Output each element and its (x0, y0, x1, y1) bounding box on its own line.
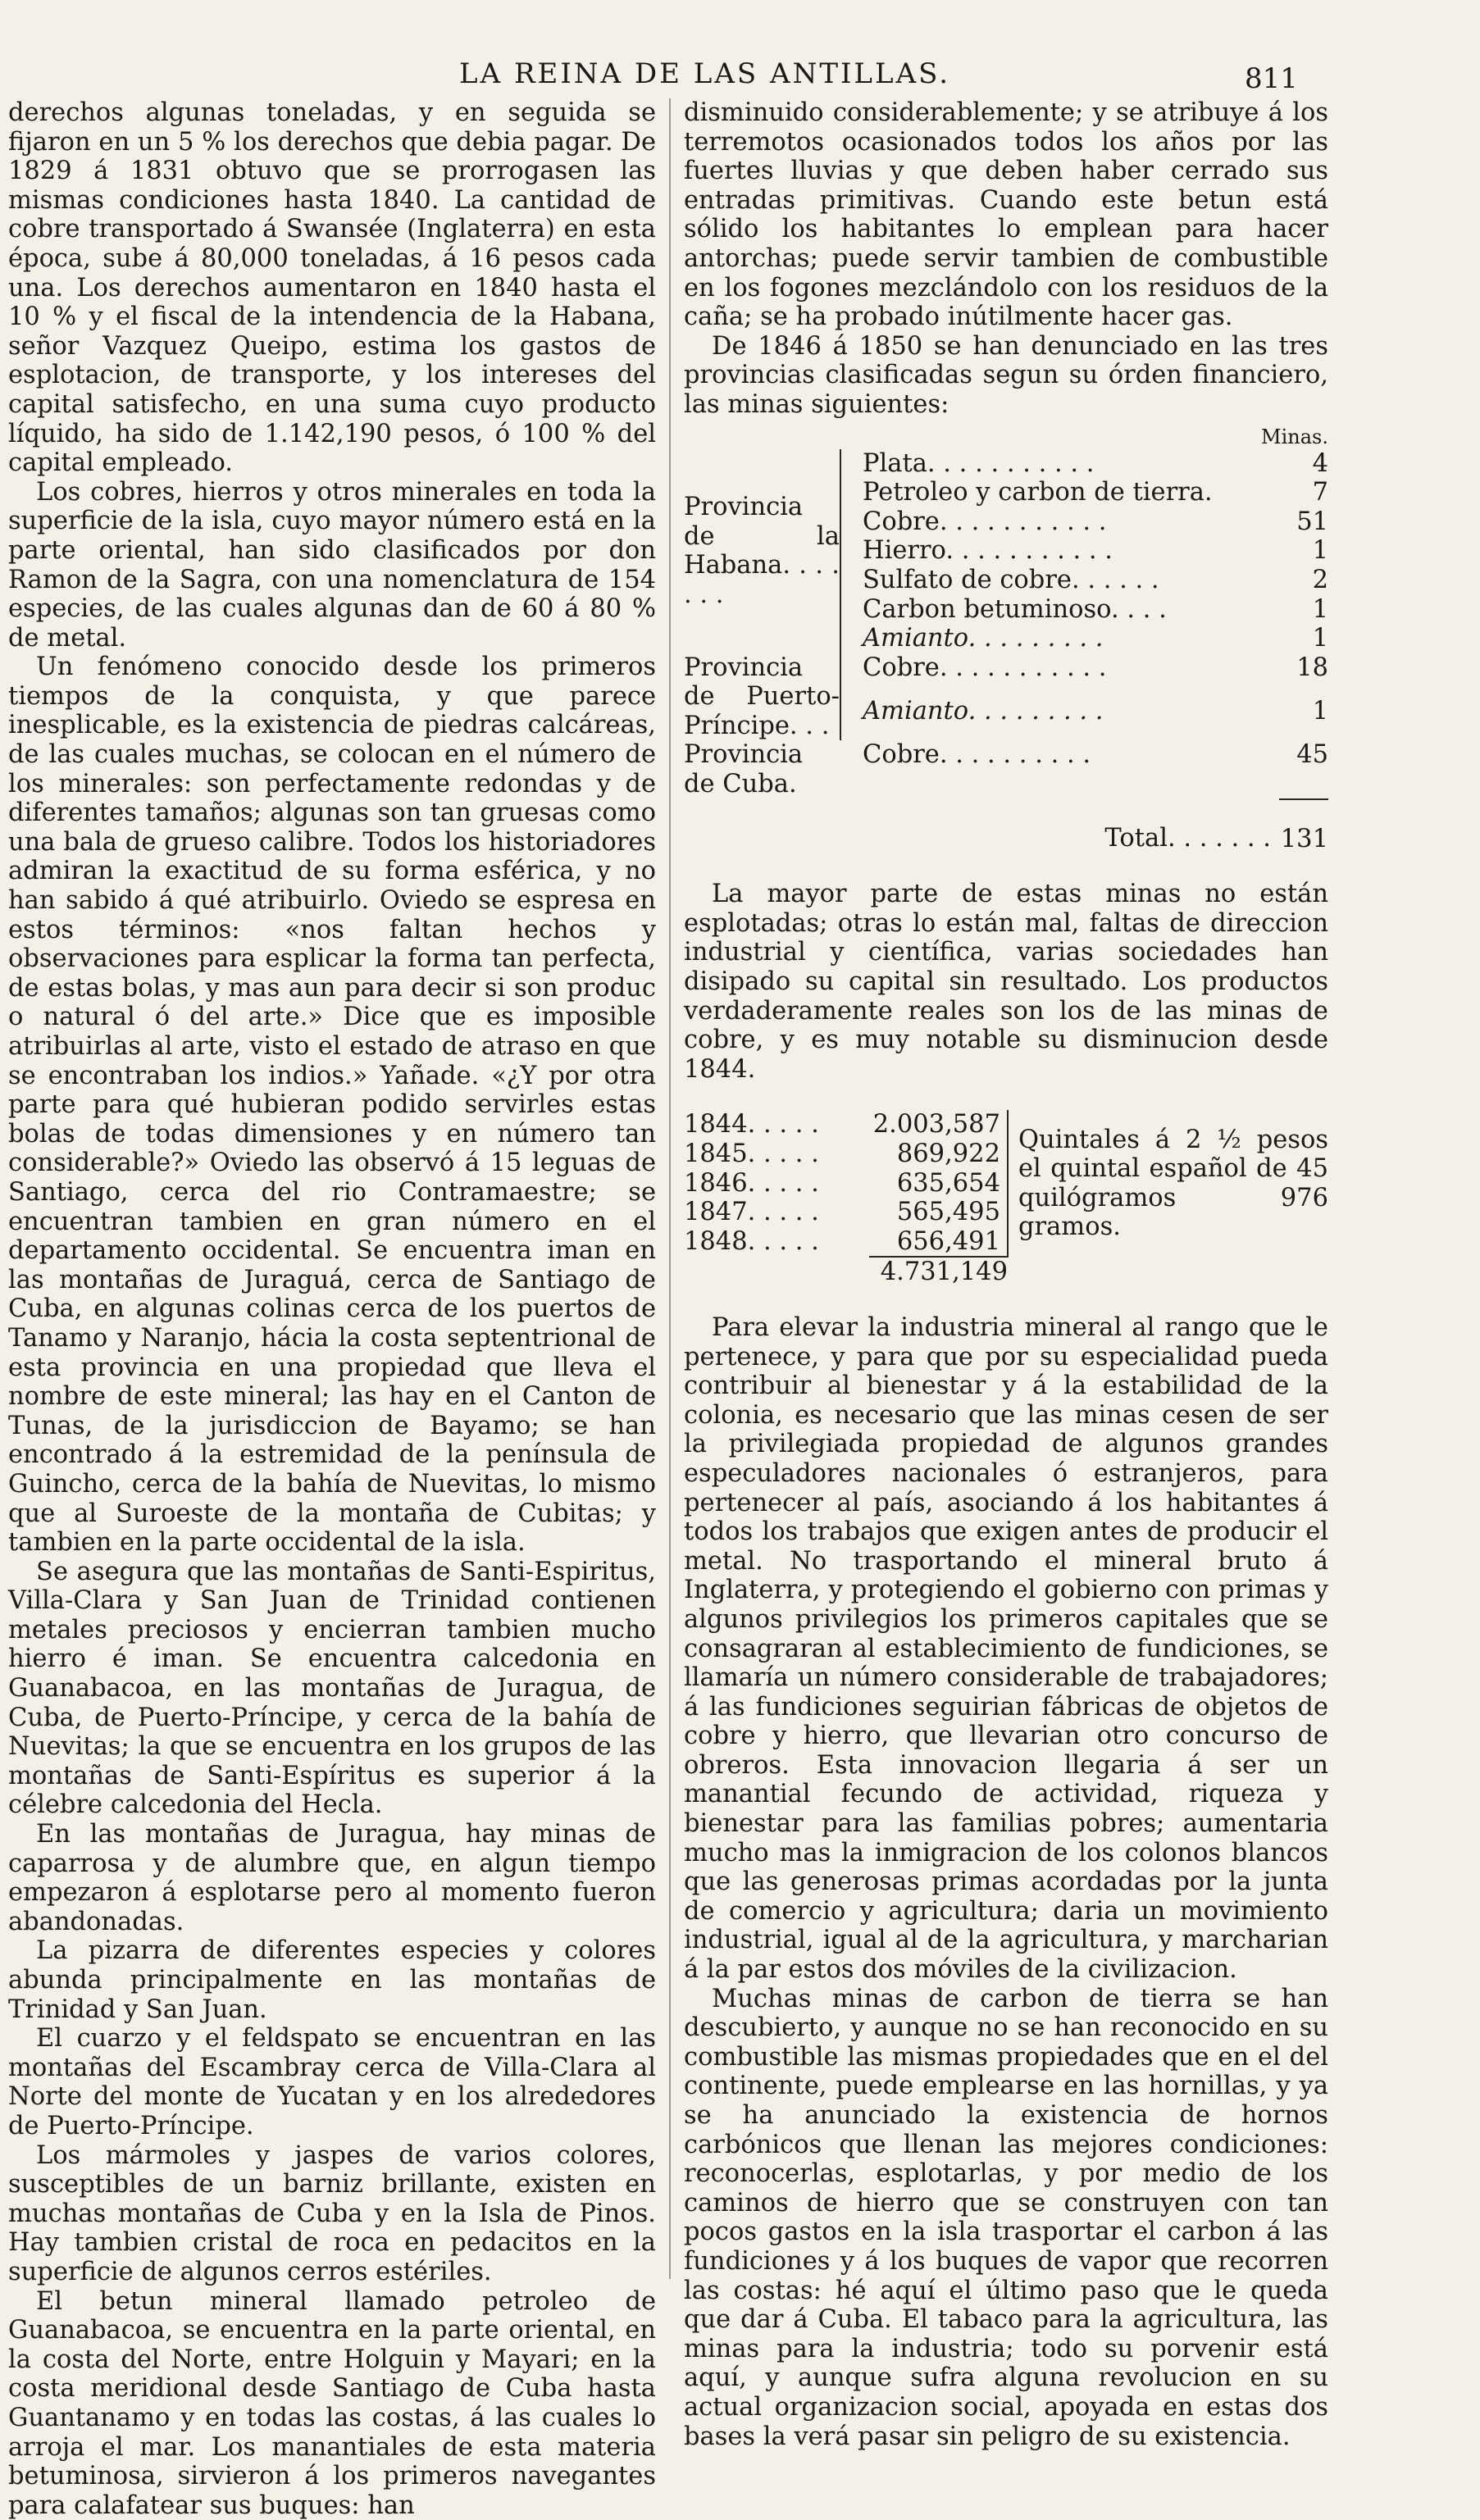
paragraph: Se asegura que las montañas de Santi-Espiritus, Villa-Clara y San Juan de Trinidad contienen metales preciosos y encierran tambien mucho hierro é iman. Se encuentra calcedonia en Guanabacoa, en las montañas de Juragua, de Cuba, de Puerto-Príncipe, y cerca de la bahía de Nuevitas; la que se encuentra en los grupos de las montañas de Santi-Espíritus es superior á la célebre calcedonia del Hecla. (8, 1557, 656, 1820)
paragraph: La pizarra de diferentes especies y colores abunda principalmente en las montañas de Trinidad y San Juan. (8, 1936, 656, 2024)
table-row (684, 653, 1328, 697)
value-cell: 565,495 (896, 1198, 1000, 1227)
page-number: 811 (1245, 62, 1298, 95)
mines-column-header: Minas. (1261, 425, 1328, 448)
province-label: Provincia de Cuba. (684, 740, 804, 799)
mine-count: 51 (1296, 507, 1328, 536)
table-row (684, 449, 1328, 479)
paragraph: La mayor parte de estas minas no están esplotadas; otras lo están mal, faltas de direccion industrial y científica, varias sociedades han disipado su capital sin resultado. Los productos verdaderamente reales son los de las minas de cobre, y es muy notable su disminucion desde 1844. (684, 880, 1328, 1084)
column-divider (669, 98, 671, 2279)
paragraph: Los cobres, hierros y otros minerales en toda la superficie de la isla, cuyo mayor número está en la parte oriental, han sido clasificados por don Ramon de la Sagra, con una nomenclatura de 154 especies, de las cuales algunas dan de 60 á 80 % de metal. (8, 477, 656, 653)
paragraph: derechos algunas toneladas, y en seguida se fijaron en un 5 % los derechos que debia pagar. De 1829 á 1831 obtuvo que se prorrogasen las mismas condiciones hasta 1840. La cantidad de cobre transportado á Swansée (Inglaterra) en esta época, sube á 80,000 toneladas, á 16 pesos cada una. Los derechos aumentaron en 1840 hasta el 10 % y el fiscal de la intendencia de la Habana, señor Vazquez Queipo, estima los gastos de esplotacion, de transporte, y los intereses del capital satisfecho, en una suma cuyo producto líquido, ha sido de 1.142,190 pesos, ó 100 % del capital empleado. (8, 98, 656, 478)
paragraph: Los mármoles y jaspes de varios colores, susceptibles de un barniz brillante, existen en muchas montañas de Cuba y en la Isla de Pinos. Hay tambien cristal de roca en pedacitos en la superficie de algunos cerros estériles. (8, 2140, 656, 2286)
value-cell: 869,922 (896, 1139, 1000, 1168)
mine-count: 1 (1312, 697, 1328, 726)
table-total-row (684, 799, 1328, 854)
total-label: Total. . . . . . . (1104, 823, 1271, 853)
production-sum: 4.731,149 (869, 1257, 1008, 1287)
year-cell: 1845. . . . . (684, 1139, 819, 1168)
copper-production-table (684, 1110, 1328, 1287)
paragraph: Muchas minas de carbon de tierra se han descubierto, y aunque no se han reconocido en su combustible las mismas propiedades que en el del continente, puede emplearse en las hornillas, y ya se ha anunciado la existencia de hornos carbónicos que llenan las mejores condiciones: reconocerlas, esplotarlas, y por medio de los caminos de hierro que se construyen con tan pocos gastos en la isla trasportar el carbon á las fundiciones y á los buques de vapor que recorren las costas: hé aquí el último paso que le queda que dar á Cuba. El tabaco para la agricultura, las minas para la industria; todo su porvenir está aquí, y aunque sufra alguna revolucion en su actual organizacion social, apoyada en estas dos bases la verá pasar sin peligro de su existencia. (684, 1984, 1328, 2451)
year-cell: 1848. . . . . (684, 1226, 819, 1256)
year-cell: 1847. . . . . (684, 1198, 819, 1227)
paragraph: disminuido considerablemente; y se atribuye á los terremotos ocasionados todos los años por las fuertes lluvias y que deben haber cerrado sus entradas primitivas. Cuando este betun está sólido los habitantes lo emplean para hacer antorchas; puede servir tambien de combustible en los fogones mezclándolo con los residuos de la caña; se ha probado inútilmente hacer gas. (684, 98, 1328, 332)
paragraph: De 1846 á 1850 se han denunciado en las tres provincias clasificadas segun su órden financiero, las minas siguientes: (684, 331, 1328, 419)
paragraph: Para elevar la industria mineral al rango que le pertenece, y para que por su especialidad pueda contribuir al bienestar y á la estabilidad de la colonia, es necesario que las minas cesen de ser la privilegiada propiedad de algunos grandes especuladores nacionales ó estranjeros, para pertenecer al país, asociando á los habitantes á todos los trabajos que exigen antes de producir el metal. No trasportando el mineral bruto á Inglaterra, y protegiendo el gobierno con primas y algunos privilegios los primeros capitales que se consagraran al establecimiento de fundiciones, se llamaría un número considerable de trabajadores; á las fundiciones seguirian fábricas de objetos de cobre y hierro, que llevarian otro concurso de obreros. Esta innovacion llegaria á ser un manantial fecundo de actividad, riqueza y bienestar para las familias pobres; aumentaria mucho mas la inmigracion de los colonos blancos que las generosas primas acordadas por la junta de comercio y agricultura; daria un movimiento industrial, igual al de la agricultura, y marcharian á la par estos dos móviles de la civilizacion. (684, 1312, 1328, 1985)
mine-count: 7 (1312, 478, 1328, 507)
mine-count: 1 (1312, 594, 1328, 624)
mineral-name: Amianto. . . . . . . . . (863, 697, 1104, 726)
table-row (684, 740, 1328, 798)
mine-count: 45 (1296, 740, 1328, 770)
mine-count: 18 (1296, 653, 1328, 682)
province-label: Provincia de la Habana. . . . . . . (684, 492, 840, 609)
mineral-name: Petroleo y carbon de tierra. (863, 478, 1213, 507)
paragraph: Un fenómeno conocido desde los primeros tiempos de la conquista, y que parece inesplicable, es la existencia de piedras calcáreas, de las cuales muchas, se colocan en el número de los minerales: son perfectamente redondas y de diferentes tamaños; algunas son tan gruesas como una bala de grueso calibre. Todos los historiadores admiran la exactitud de su forma esférica, y no han sabido á qué atribuirlo. Oviedo se espresa en estos términos: «nos faltan hechos y observaciones para esplicar la forma tan perfecta, de estas bolas, y mas aun para decir si son produc o natural ó del arte.» Dice que es imposible atribuirlas al arte, visto el estado de atraso en que se encontraban los indios.» Yañade. «¿Y por otra parte para qué hubieran podido servirles estas bolas de todas dimensiones y en número tan considerable?» Oviedo las observó á 15 leguas de Santiago, cerca del rio Contramaestre; se encuentran tambien en gran número en el departamento occidental. Se encuentra iman en las montañas de Juraguá, cerca de Santiago de Cuba, en algunas colinas cerca de los puertos de Tanamo y Naranjo, hácia la costa septentrional de esta provincia en una propiedad que lleva el nombre de este mineral; las hay en el Canton de Tunas, de la jurisdiccion de Bayamo; se han encontrado á la estremidad de la península de Guincho, cerca de la bahía de Nuevitas, lo mismo que al Suroeste de la montaña de Cubitas; y tambien en la parte occidental de la isla. (8, 653, 656, 1558)
table-row (684, 1110, 1328, 1139)
province-label: Provincia de Puerto-Príncipe. . . (684, 653, 840, 740)
value-cell: 2.003,587 (872, 1110, 1000, 1139)
paragraph: El betun mineral llamado petroleo de Guanabacoa, se encuentra en la parte oriental, en la costa del Norte, entre Holguin y Mayari; en la costa meridional desde Santiago de Cuba hasta Guantanamo y en todas las costas, á las cuales lo arroja el mar. Los manantiales de esta materia betuminosa, sirvieron á los primeros navegantes para calafatear sus buques: han (8, 2286, 656, 2520)
mineral-name: Cobre. . . . . . . . . . . (863, 507, 1107, 536)
page-header (0, 57, 1480, 98)
production-note: Quintales á 2 ½ pesos el quintal español de 45 quilógramos 976 gramos. (1008, 1110, 1328, 1257)
mine-count: 2 (1312, 565, 1328, 594)
value-cell: 656,491 (896, 1226, 1000, 1256)
year-cell: 1846. . . . . (684, 1168, 819, 1198)
mineral-name: Sulfato de cobre. . . . . . (863, 565, 1159, 594)
mine-count: 4 (1312, 448, 1328, 478)
mine-count: 1 (1312, 624, 1328, 653)
paragraph: El cuarzo y el feldspato se encuentran en las montañas del Escambray cerca de Villa-Clara al Norte del monte de Yucatan y en los alrededores de Puerto-Príncipe. (8, 2024, 656, 2140)
left-column (8, 98, 656, 2520)
mineral-name: Plata. . . . . . . . . . . (863, 448, 1095, 478)
mineral-name: Amianto. . . . . . . . . (863, 624, 1104, 653)
mine-count: 1 (1312, 536, 1328, 566)
mineral-name: Hierro. . . . . . . . . . . (863, 536, 1113, 566)
mineral-name: Cobre. . . . . . . . . . . (863, 653, 1107, 682)
total-value: 131 (1279, 799, 1328, 854)
year-cell: 1844. . . . . (684, 1110, 819, 1139)
table-sum-row (684, 1257, 1328, 1287)
running-title: LA REINA DE LAS ANTILLAS. (459, 57, 951, 90)
mineral-name: Carbon betuminoso. . . . (863, 594, 1167, 624)
mineral-name: Cobre. . . . . . . . . . (863, 740, 1091, 770)
mines-table (684, 425, 1328, 854)
paragraph: En las montañas de Juragua, hay minas de caparrosa y de alumbre que, en algun tiempo empezaron á esplotarse pero al momento fueron abandonadas. (8, 1820, 656, 1936)
right-column (684, 98, 1328, 2451)
value-cell: 635,654 (896, 1168, 1000, 1198)
